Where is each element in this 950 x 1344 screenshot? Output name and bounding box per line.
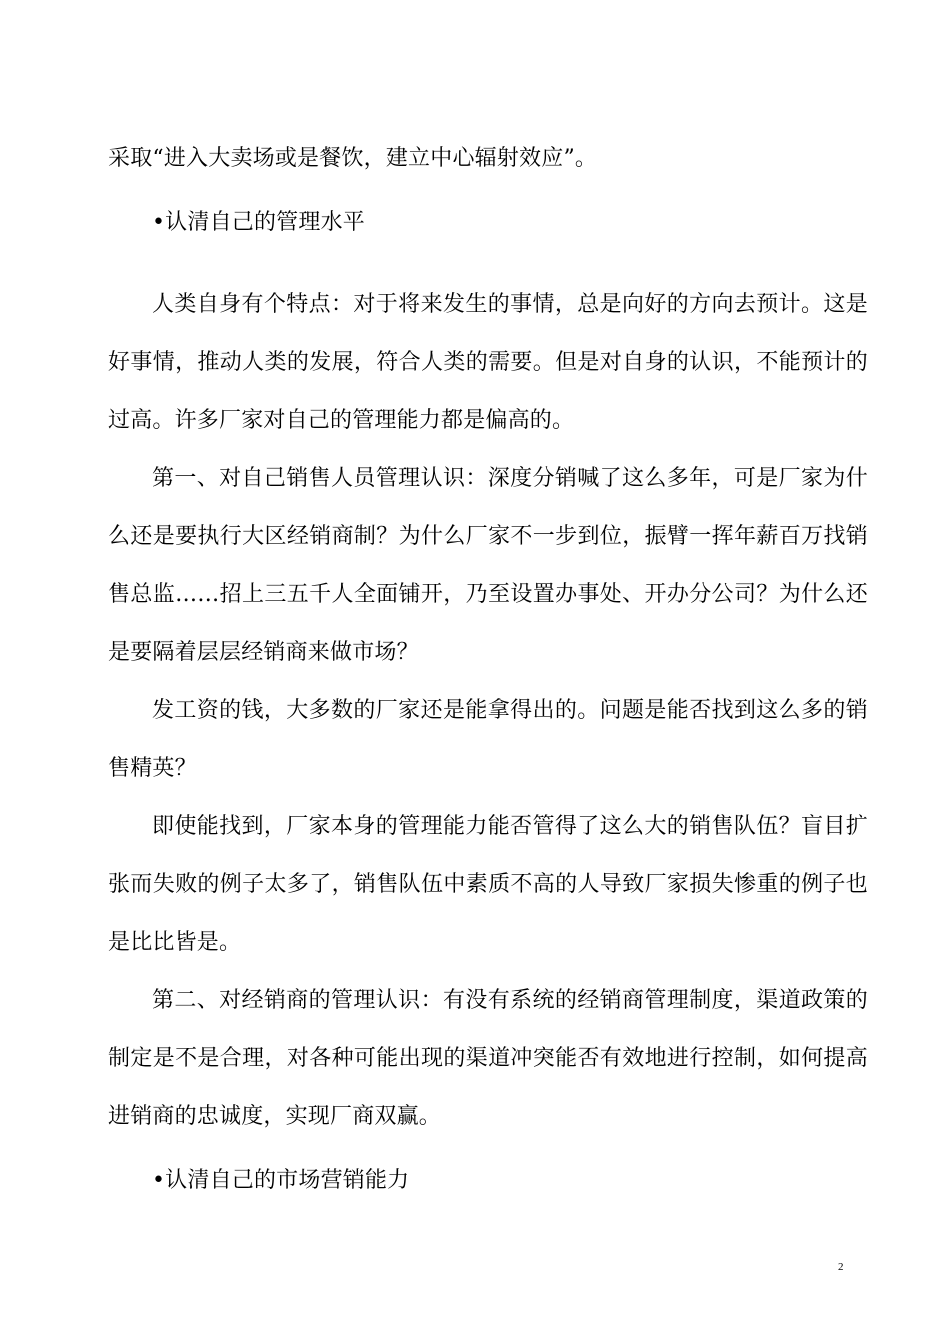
paragraph-line: 第一、对自己销售人员管理认识：深度分销喊了这么多年，可是厂家为什 [152,466,868,491]
paragraph-line: 售精英？ [108,756,197,781]
paragraph-line: 售总监……招上三五千人全面铺开，乃至设置办事处、开办分公司？为什么还 [108,582,868,607]
paragraph-line: 进销商的忠诚度，实现厂商双赢。 [108,1104,442,1129]
paragraph-line: 是要隔着层层经销商来做市场？ [108,640,419,665]
section-heading-marketing-ability: •认清自己的市场营销能力 [152,1168,410,1193]
paragraph-line: 么还是要执行大区经销商制？为什么厂家不一步到位，振臂一挥年薪百万找销 [108,524,868,549]
paragraph-line: 即使能找到，厂家本身的管理能力能否管得了这么大的销售队伍？盲目扩 [152,814,868,839]
paragraph-line: 人类自身有个特点：对于将来发生的事情，总是向好的方向去预计。这是 [152,292,868,317]
paragraph-line: 制定是不是合理，对各种可能出现的渠道冲突能否有效地进行控制，如何提高 [108,1046,868,1071]
paragraph-line: 采取“进入大卖场或是餐饮，建立中心辐射效应”。 [108,146,598,171]
paragraph-line: 发工资的钱，大多数的厂家还是能拿得出的。问题是能否找到这么多的销 [152,698,868,723]
paragraph-line: 是比比皆是。 [108,930,242,955]
paragraph-line: 过高。许多厂家对自己的管理能力都是偏高的。 [108,408,575,433]
page-number: 2 [838,1261,844,1273]
paragraph-line: 张而失败的例子太多了，销售队伍中素质不高的人导致厂家损失惨重的例子也 [108,872,868,897]
paragraph-line: 第二、对经销商的管理认识：有没有系统的经销商管理制度，渠道政策的 [152,988,868,1013]
paragraph-line: 好事情，推动人类的发展，符合人类的需要。但是对自身的认识，不能预计的 [108,350,868,375]
section-heading-management-level: •认清自己的管理水平 [152,210,365,235]
